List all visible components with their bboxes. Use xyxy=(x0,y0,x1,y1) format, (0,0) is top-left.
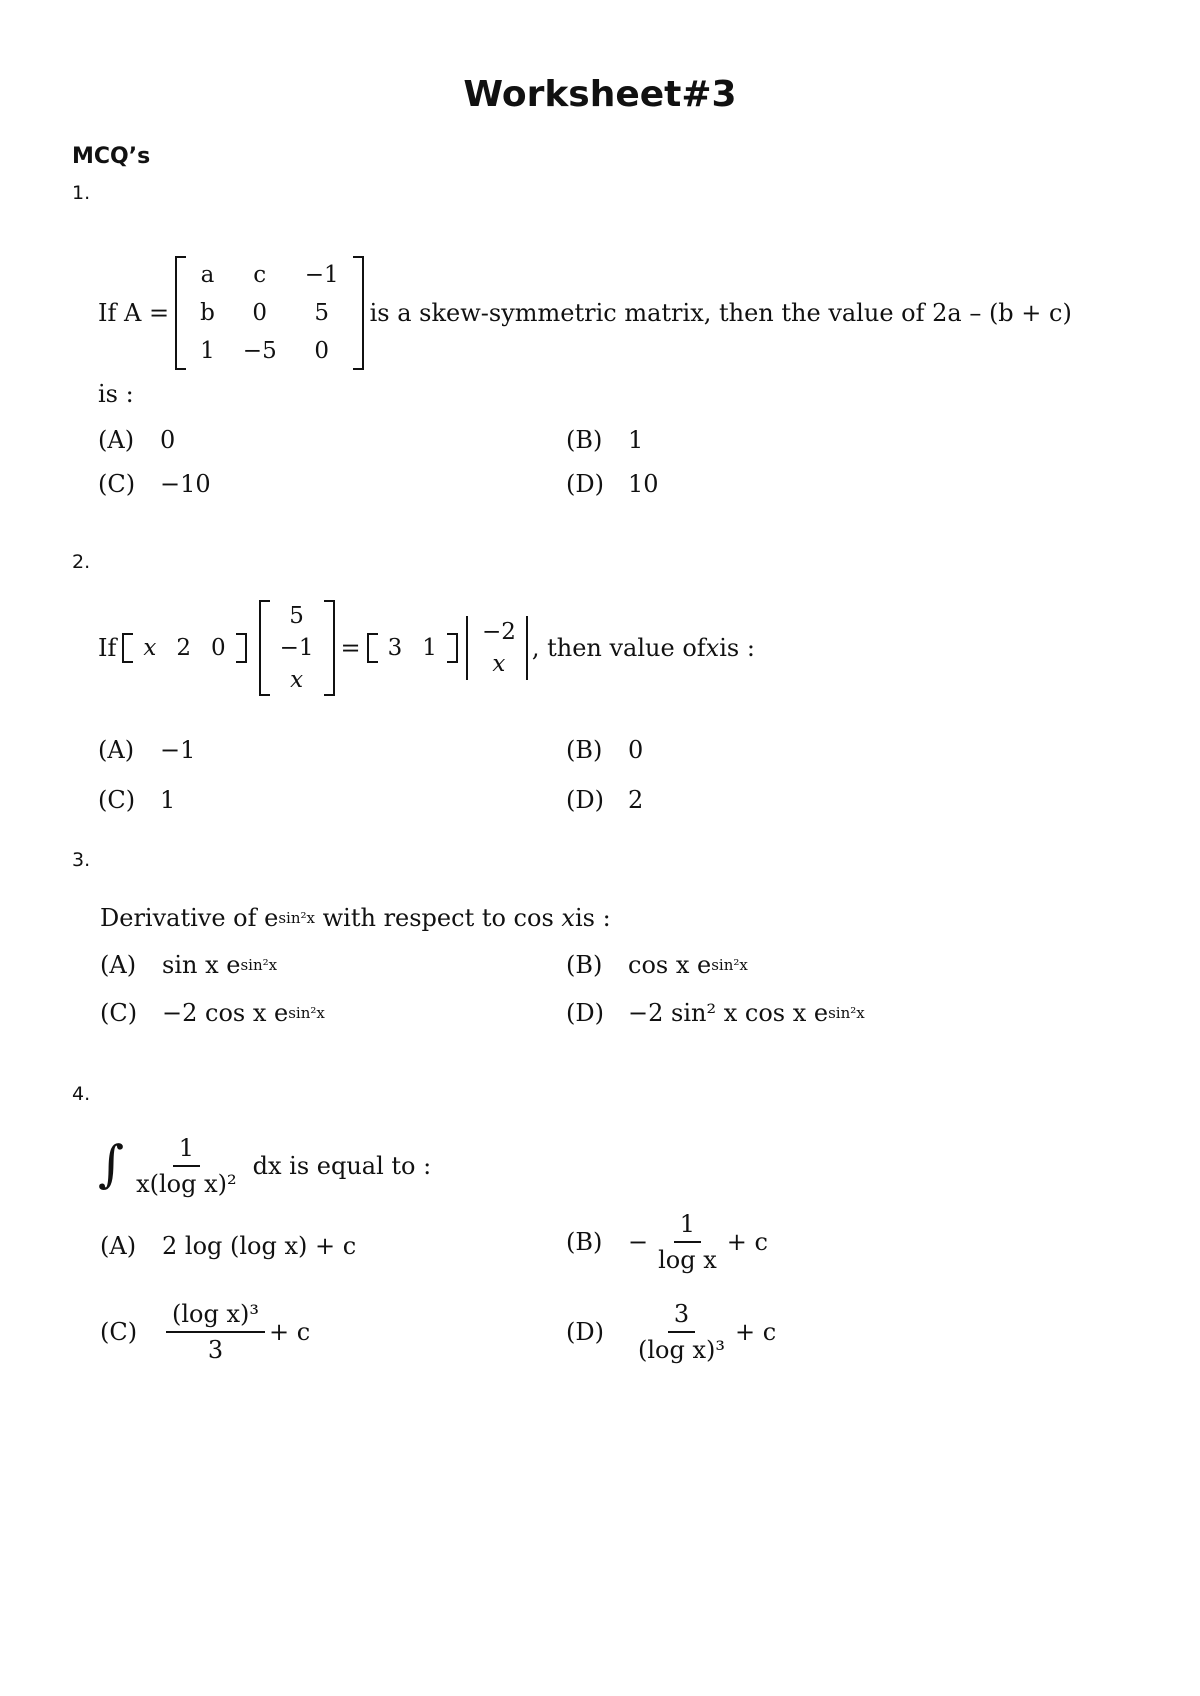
option-text: sin x e xyxy=(162,951,241,979)
option-label: (A) xyxy=(98,426,135,454)
option-label: (C) xyxy=(100,999,138,1027)
option-label: (D) xyxy=(566,1318,604,1346)
q4-stem: dx is equal to : xyxy=(252,1152,432,1180)
matrix-cell: 2 xyxy=(176,635,191,661)
variable-x: x xyxy=(290,667,304,693)
q3-option-a[interactable] xyxy=(100,951,277,979)
option-label: (D) xyxy=(566,470,604,498)
matrix-table xyxy=(472,616,526,680)
matrix-cell: c xyxy=(253,262,267,288)
fraction-numerator: 3 xyxy=(668,1300,695,1333)
option-text: 1 xyxy=(160,786,176,814)
q1-matrix-a xyxy=(175,256,364,370)
q1-option-b[interactable] xyxy=(566,426,643,454)
fraction-denominator: (log x)³ xyxy=(638,1336,725,1364)
option-label: (B) xyxy=(566,736,603,764)
q2-row-matrix xyxy=(122,633,246,663)
fraction-denominator: x(log x)² xyxy=(136,1170,237,1198)
q2-option-a[interactable] xyxy=(98,736,195,764)
option-label: (B) xyxy=(566,426,603,454)
option-text: −2 sin² x cos x e xyxy=(628,999,829,1027)
matrix-cell: 3 xyxy=(387,635,403,661)
matrix-cell: 1 xyxy=(422,635,437,661)
option-suffix: + c xyxy=(726,1228,768,1256)
matrix-cell xyxy=(472,648,526,680)
question-4-number: 4. xyxy=(72,1083,91,1105)
fraction-numerator: 1 xyxy=(674,1210,701,1243)
worksheet-title: Worksheet#3 xyxy=(463,74,737,115)
option-exponent: sin²x xyxy=(240,956,278,974)
variable-x: x xyxy=(561,904,575,932)
equals-sign: = xyxy=(340,634,361,662)
q2-column-matrix xyxy=(259,600,335,696)
option-text: 10 xyxy=(628,470,659,498)
q4-option-a[interactable] xyxy=(100,1232,356,1260)
option-suffix: + c xyxy=(269,1318,311,1346)
integrand-fraction xyxy=(130,1134,243,1198)
q2-option-d[interactable] xyxy=(566,786,643,814)
matrix-cell xyxy=(270,664,324,696)
option-text: cos x e xyxy=(628,951,712,979)
q3-stem-a: Derivative of e xyxy=(100,904,279,932)
matrix-table xyxy=(186,256,353,370)
question-2-number: 2. xyxy=(72,551,91,573)
matrix-cell: −1 xyxy=(304,262,339,288)
option-label: (B) xyxy=(566,1228,603,1256)
option-exponent: sin²x xyxy=(828,1004,865,1022)
q1-end: is : xyxy=(98,380,134,408)
option-exponent: sin²x xyxy=(288,1004,325,1022)
option-label: (C) xyxy=(100,1318,138,1346)
option-label: (C) xyxy=(98,470,136,498)
q2-row-matrix-2 xyxy=(367,633,458,663)
q2-lead: If xyxy=(98,634,117,662)
q4-option-d[interactable] xyxy=(566,1300,776,1364)
option-label: (B) xyxy=(566,951,603,979)
section-heading: MCQ’s xyxy=(72,144,151,169)
matrix-table xyxy=(270,600,324,696)
q2-tail-b: is : xyxy=(719,634,755,662)
option-text: −2 cos x e xyxy=(162,999,289,1027)
q2-option-b[interactable] xyxy=(566,736,643,764)
question-3-stem xyxy=(100,904,611,932)
q1-option-d[interactable] xyxy=(566,470,659,498)
variable-x: x xyxy=(492,651,506,677)
q3-stem-c: is : xyxy=(574,904,611,932)
matrix-cell: 0 xyxy=(314,338,329,364)
option-text: 0 xyxy=(160,426,176,454)
fraction-numerator: (log x)³ xyxy=(166,1300,265,1333)
q3-stem-b: with respect to cos xyxy=(314,904,562,932)
option-text: 1 xyxy=(628,426,644,454)
option-label: (A) xyxy=(100,1232,137,1260)
left-bracket xyxy=(175,256,186,370)
q3-option-c[interactable] xyxy=(100,999,325,1027)
q1-lead: If A = xyxy=(98,299,170,327)
question-1-number: 1. xyxy=(72,182,91,204)
option-prefix: − xyxy=(628,1228,649,1256)
q3-option-d[interactable] xyxy=(566,999,865,1027)
q1-tail: is a skew-symmetric matrix, then the value of 2a – (b + c) xyxy=(369,299,1072,327)
matrix-cell: 5 xyxy=(314,300,329,326)
left-bracket xyxy=(259,600,270,696)
fraction-numerator: 1 xyxy=(173,1134,200,1167)
fraction-denominator: 3 xyxy=(207,1336,224,1364)
option-suffix: + c xyxy=(735,1318,777,1346)
option-text: −10 xyxy=(160,470,211,498)
option-exponent: sin²x xyxy=(711,956,748,974)
right-bracket xyxy=(324,600,335,696)
q2-column-matrix-2 xyxy=(466,616,532,680)
matrix-table xyxy=(378,632,447,664)
option-text: −1 xyxy=(160,736,196,764)
question-3-number: 3. xyxy=(72,849,91,871)
option-text: 0 xyxy=(628,736,644,764)
right-bracket xyxy=(353,256,364,370)
matrix-cell: −1 xyxy=(279,635,314,661)
q1-option-c[interactable] xyxy=(98,470,211,498)
q3-option-b[interactable] xyxy=(566,951,748,979)
matrix-cell: −5 xyxy=(242,338,277,364)
matrix-cell: 1 xyxy=(200,338,215,364)
option-label: (A) xyxy=(100,951,137,979)
question-2-stem xyxy=(98,600,755,696)
q3-exponent: sin²x xyxy=(278,909,315,927)
option-label: (D) xyxy=(566,786,604,814)
matrix-cell: −2 xyxy=(481,619,516,645)
variable-x: x xyxy=(143,635,157,661)
q4-option-c[interactable] xyxy=(100,1300,310,1364)
q2-option-c[interactable] xyxy=(98,786,175,814)
question-4-stem xyxy=(98,1134,431,1198)
matrix-cell: b xyxy=(200,300,215,326)
option-label: (D) xyxy=(566,999,604,1027)
option-label: (A) xyxy=(98,736,135,764)
option-fraction xyxy=(166,1300,265,1364)
right-bracket xyxy=(447,633,458,663)
left-bracket xyxy=(367,633,378,663)
matrix-cell: 0 xyxy=(252,300,268,326)
matrix-cell: 5 xyxy=(289,603,304,629)
option-fraction xyxy=(652,1210,723,1274)
matrix-cell xyxy=(133,632,166,664)
q2-tail-a: , then value of xyxy=(531,634,706,662)
question-1-stem xyxy=(98,256,1072,370)
integral-sign: ∫ xyxy=(98,1135,125,1193)
fraction-denominator: log x xyxy=(658,1246,717,1274)
right-bracket xyxy=(236,633,247,663)
left-bracket xyxy=(122,633,133,663)
matrix-cell: a xyxy=(200,262,215,288)
q1-option-a[interactable] xyxy=(98,426,175,454)
option-text: 2 xyxy=(628,786,644,814)
matrix-cell: 0 xyxy=(211,635,226,661)
option-label: (C) xyxy=(98,786,136,814)
variable-x: x xyxy=(705,634,720,662)
option-text: 2 log (log x) + c xyxy=(162,1232,357,1260)
option-fraction xyxy=(632,1300,731,1364)
q4-option-b[interactable] xyxy=(566,1210,768,1274)
matrix-table xyxy=(133,632,235,664)
